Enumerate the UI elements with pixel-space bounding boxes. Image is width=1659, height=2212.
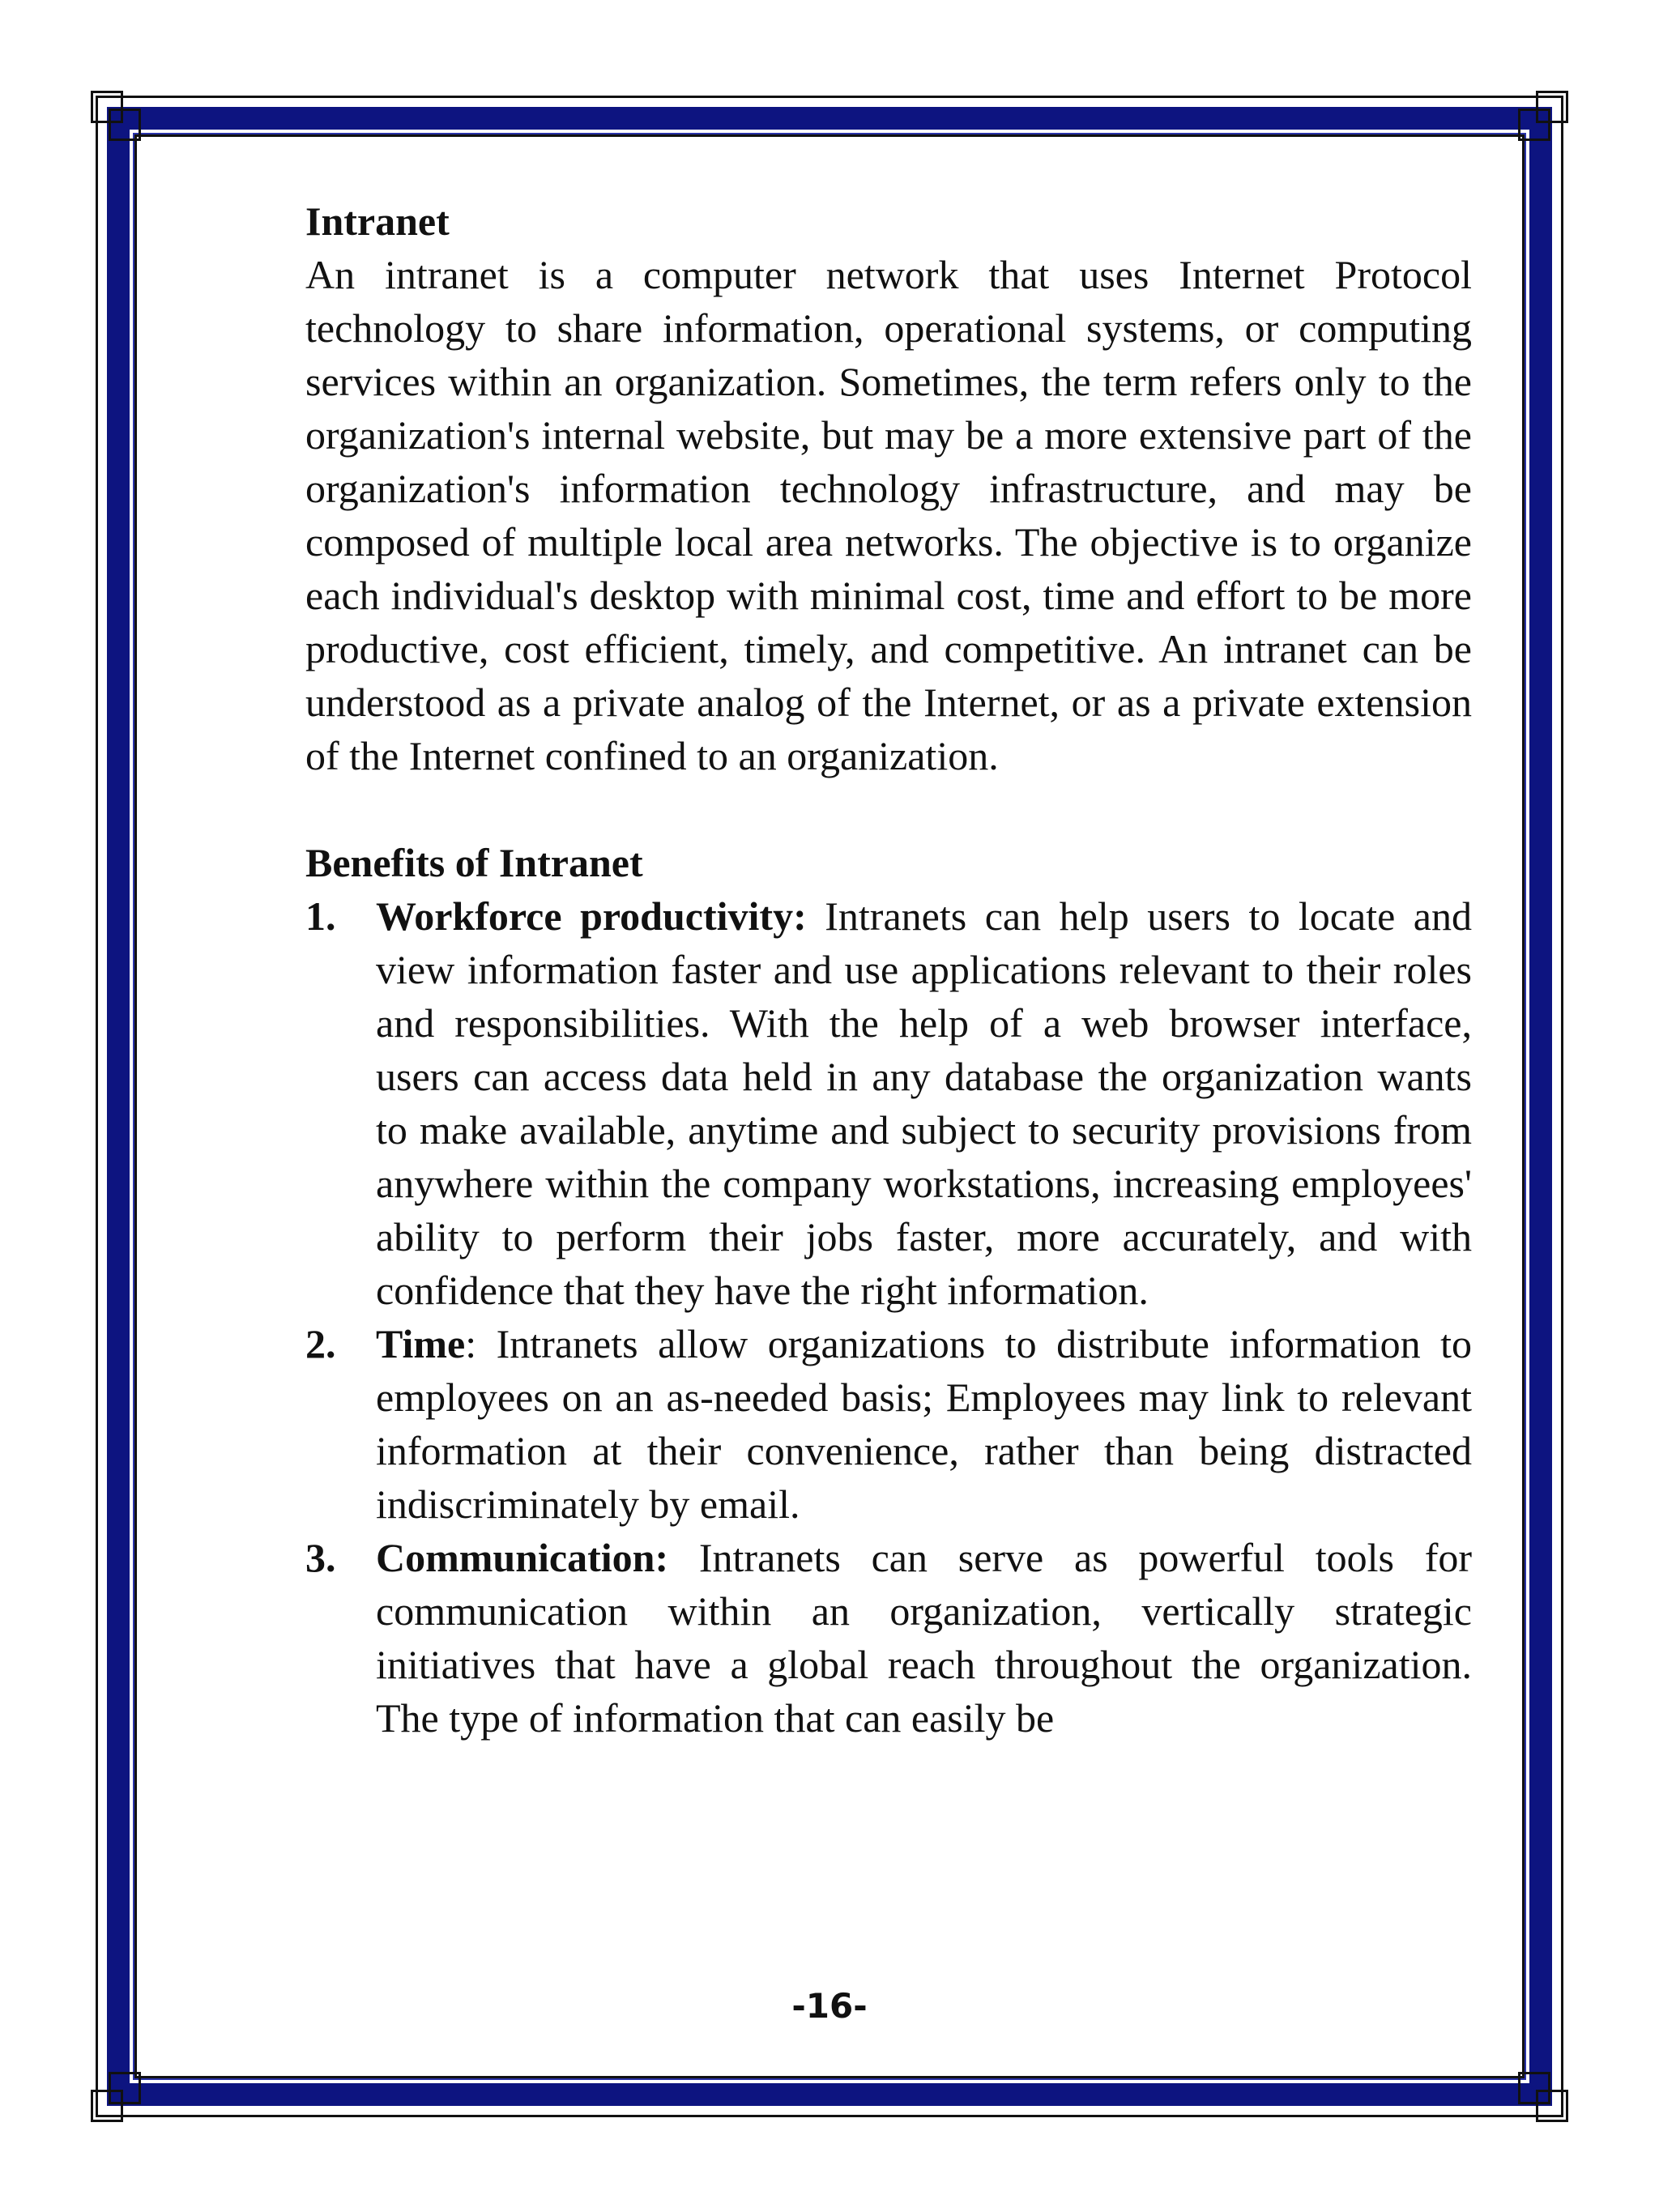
list-item-text: Intranets allow organizations to distribute information to employees on an as-needed basis; Employees may link to relevant information at their convenience, rather than being distracted indiscriminately by email.: [376, 1321, 1472, 1527]
section-heading: Intranet: [305, 198, 450, 244]
paragraph-spacer: [305, 782, 1472, 836]
list-item-separator: :: [465, 1321, 477, 1366]
list-item-text: Intranets can help users to locate and view information faster and use applications relevant to their roles and responsibilities. With the help of a web browser interface, users can access data held in any database the organization wants to make available, anytime and subject to security provisions from anywhere within the company workstations, increasing employees' ability to perform their jobs faster, more accurately, and with confidence that they have the right information.: [376, 893, 1472, 1313]
list-item: [305, 1317, 1472, 1531]
list-item-number: 3.: [305, 1535, 336, 1580]
benefits-list: [305, 889, 1472, 1745]
list-item-number: 1.: [305, 893, 336, 939]
list-item: [305, 1531, 1472, 1745]
frame-corner-ornament-bottom-left: [91, 2072, 141, 2122]
frame-corner-ornament-bottom-right: [1518, 2072, 1568, 2122]
page-content: [305, 194, 1472, 1745]
list-item-term: Time: [376, 1321, 466, 1366]
frame-corner-ornament-top-right: [1518, 91, 1568, 141]
benefits-heading: Benefits of Intranet: [305, 840, 643, 885]
frame-corner-ornament-top-left: [91, 91, 141, 141]
list-item-text: Intranets can serve as powerful tools for communication within an organization, vertically strategic initiatives that have a global reach throughout the organization. The type of information that can easily be: [376, 1535, 1473, 1741]
list-item-number: 2.: [305, 1321, 336, 1366]
intro-paragraph: An intranet is a computer network that uses Internet Protocol technology to share information, operational systems, or computing services within an organization. Sometimes, the term refers only to the organization's internal website, but may be a more extensive part of the organization's information technology infrastructure, and may be composed of multiple local area networks. The objective is to organize each individual's desktop with minimal cost, time and effort to be more productive, cost efficient, timely, and competitive. An intranet can be understood as a private analog of the Internet, or as a private extension of the Internet confined to an organization.: [305, 252, 1472, 778]
page-number: -16-: [791, 1986, 868, 2026]
list-item: [305, 889, 1472, 1317]
list-item-term: Workforce productivity:: [376, 893, 807, 939]
list-item-term: Communication:: [376, 1535, 669, 1580]
